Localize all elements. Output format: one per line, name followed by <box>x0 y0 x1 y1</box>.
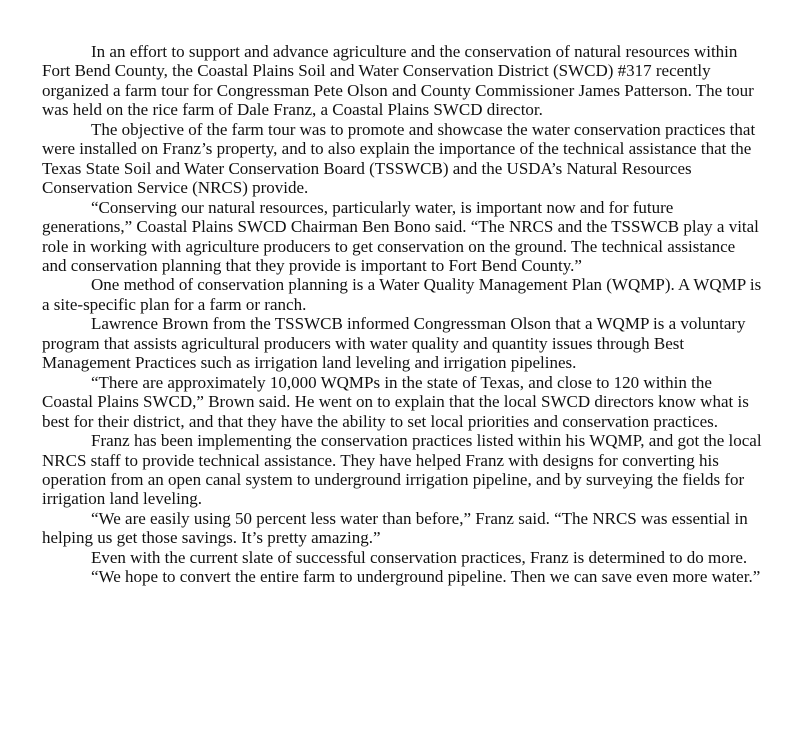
document-body <box>42 42 762 587</box>
paragraph-bono-quote: “Conserving our natural resources, particularly water, is important now and for future generations,” Coastal Plains SWCD Chairman Ben Bono said. “The NRCS and the TSSWCB play a vital role in working with agriculture producers to get conservation on the ground. The technical assistance and conservation planning that they provide is important to Fort Bend County.” <box>42 197 759 275</box>
paragraph-brown-informed: Lawrence Brown from the TSSWCB informed Congressman Olson that a WQMP is a voluntary program that assists agricultural producers with water quality and quantity issues through Best Management Practices such as irrigation land leveling and irrigation pipelines. <box>42 314 746 373</box>
paragraph-franz-implementing: Franz has been implementing the conservation practices listed within his WQMP, and got the local NRCS staff to provide technical assistance. They have helped Franz with designs for converting his operation from an open canal system to underground irrigation pipeline, and by surveying the fields for irrigation land leveling. <box>42 431 762 509</box>
paragraph-tour-objective: The objective of the farm tour was to promote and showcase the water conservation practices that were installed on Franz’s property, and to also explain the importance of the technical assistance that the Texas State Soil and Water Conservation Board (TSSWCB) and the USDA’s Natural Resources Conservation Service (NRCS) provide. <box>42 119 756 198</box>
paragraph-determined: Even with the current slate of successful conservation practices, Franz is determined to do more. <box>91 547 748 567</box>
paragraph-wqmp-definition: One method of conservation planning is a Water Quality Management Plan (WQMP). A WQMP is a site-specific plan for a farm or ranch. <box>42 275 762 314</box>
paragraph-brown-quote: “There are approximately 10,000 WQMPs in the state of Texas, and close to 120 within the Coastal Plains SWCD,” Brown said. He went on to explain that the local SWCD directors know what is best for their district, and that they have the ability to set local priorities and conservation practices. <box>42 372 749 431</box>
paragraph-farm-tour: In an effort to support and advance agriculture and the conservation of natural resources within Fort Bend County, the Coastal Plains Soil and Water Conservation District (SWCD) #317 recently organized a farm tour for Congressman Pete Olson and County Commissioner James Patterson. The tour was held on the rice farm of Dale Franz, a Coastal Plains SWCD director. <box>42 42 754 120</box>
paragraph-franz-quote: “We are easily using 50 percent less water than before,” Franz said. “The NRCS was essential in helping us get those savings. It’s pretty amazing.” <box>42 508 748 548</box>
paragraph-closing-quote: “We hope to convert the entire farm to underground pipeline. Then we can save even more water.” <box>91 567 761 587</box>
